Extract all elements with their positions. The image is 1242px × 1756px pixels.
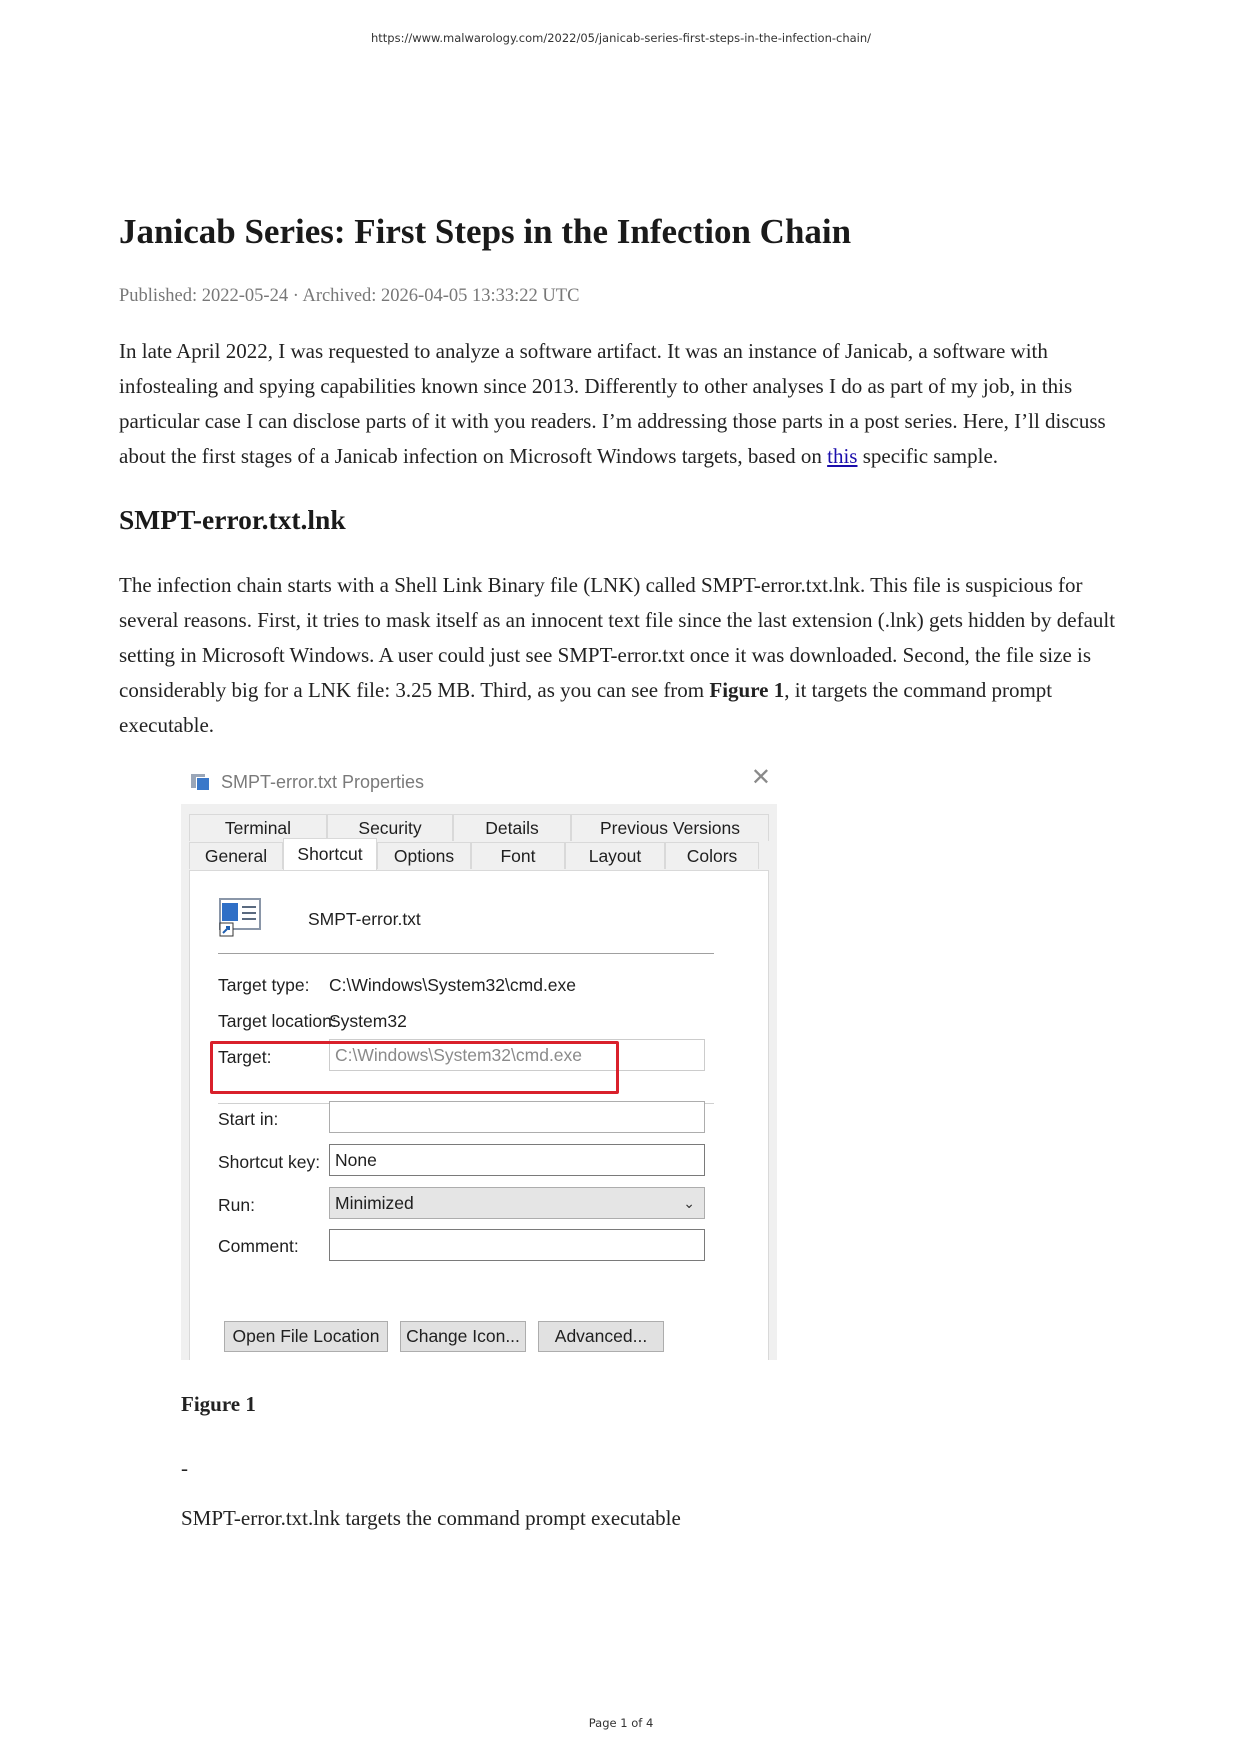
shortcut-app-icon: [191, 774, 211, 791]
divider: [218, 953, 714, 954]
tab-terminal[interactable]: Terminal: [189, 814, 327, 841]
close-icon[interactable]: ✕: [750, 764, 771, 791]
page-url-header: https://www.malwarology.com/2022/05/janicab-series-first-steps-in-the-infection-chain/: [370, 31, 872, 45]
comment-field[interactable]: [329, 1229, 705, 1261]
shortcut-key-field[interactable]: None: [329, 1144, 705, 1176]
chevron-down-icon: ⌄: [683, 1194, 695, 1211]
intro-paragraph: [119, 334, 1129, 474]
shortcut-key-label: Shortcut key:: [218, 1152, 321, 1172]
target-field[interactable]: C:\Windows\System32\cmd.exe: [329, 1039, 705, 1071]
advanced-button[interactable]: Advanced...: [538, 1321, 664, 1352]
tab-layout[interactable]: Layout: [565, 842, 665, 869]
figure-reference: Figure 1: [709, 678, 785, 702]
target-location-value: System32: [329, 1011, 407, 1031]
target-type-label: Target type:: [218, 975, 310, 995]
start-in-label: Start in:: [218, 1109, 279, 1129]
comment-label: Comment:: [218, 1236, 299, 1256]
tab-previous-versions[interactable]: Previous Versions: [571, 814, 769, 841]
run-select-value: Minimized: [335, 1192, 414, 1213]
start-in-field[interactable]: [329, 1101, 705, 1133]
tab-row-bottom: [189, 842, 759, 869]
article-title: Janicab Series: First Steps in the Infection Chain: [119, 212, 852, 251]
sample-link[interactable]: this: [827, 444, 858, 468]
figure-caption: SMPT-error.txt.lnk targets the command prompt executable: [181, 1506, 681, 1530]
dialog-title: SMPT-error.txt Properties: [221, 771, 425, 792]
tab-row-top: [189, 814, 769, 841]
intro-text-end: specific sample.: [857, 444, 999, 468]
tab-colors[interactable]: Colors: [665, 842, 759, 869]
run-label: Run:: [218, 1195, 255, 1215]
tab-details[interactable]: Details: [453, 814, 571, 841]
target-type-value: C:\Windows\System32\cmd.exe: [329, 975, 577, 995]
tab-options[interactable]: Options: [377, 842, 471, 869]
tabs-area: [181, 804, 777, 1360]
target-location-label: Target location:: [218, 1011, 337, 1031]
section-heading: SMPT-error.txt.lnk: [119, 504, 346, 535]
page-number: Page 1 of 4: [588, 1716, 654, 1730]
article-meta: Published: 2022-05-24 · Archived: 2026-04-05 13:33:22 UTC: [119, 286, 580, 306]
target-label: Target:: [218, 1047, 272, 1067]
dialog-titlebar: [191, 770, 424, 794]
body-text-end: , it targets the command prompt executable.: [119, 678, 1053, 737]
body-paragraph: [119, 568, 1129, 743]
properties-dialog-screenshot: [181, 762, 777, 1360]
intro-text: In late April 2022, I was requested to analyze a software artifact. It was an instance of Janicab, a software with infostealing and spying capabilities known since 2013. Differently to other analyses I do as part of my job, in this particular case I can disclose parts of it with you readers. I’m addressing those parts in a post series. Here, I’ll discuss about the first stages of a Janicab infection on Microsoft Windows targets, based on: [119, 339, 1106, 468]
shortcut-file-icon: [218, 897, 262, 939]
tab-shortcut[interactable]: Shortcut: [283, 838, 377, 870]
figure-dash: -: [181, 1456, 188, 1480]
change-icon-button[interactable]: Change Icon...: [400, 1321, 526, 1352]
tab-security[interactable]: Security: [327, 814, 453, 841]
figure-label: Figure 1: [181, 1392, 256, 1416]
tab-font[interactable]: Font: [471, 842, 565, 869]
shortcut-file-name: SMPT-error.txt: [308, 909, 421, 929]
open-file-location-button[interactable]: Open File Location: [224, 1321, 388, 1352]
red-highlight-box: [210, 1041, 619, 1094]
body-text: The infection chain starts with a Shell Link Binary file (LNK) called SMPT-error.txt.lnk. This file is suspicious for several reasons. First, it tries to mask itself as an innocent text file since the last extension (.lnk) gets hidden by default setting in Microsoft Windows. A user could just see SMPT-error.txt once it was downloaded. Second, the file size is considerably big for a LNK file: 3.25 MB. Third, as you can see from: [119, 573, 1116, 702]
run-select[interactable]: [329, 1187, 705, 1219]
shortcut-panel: [189, 870, 769, 1360]
tab-general[interactable]: General: [189, 842, 283, 869]
